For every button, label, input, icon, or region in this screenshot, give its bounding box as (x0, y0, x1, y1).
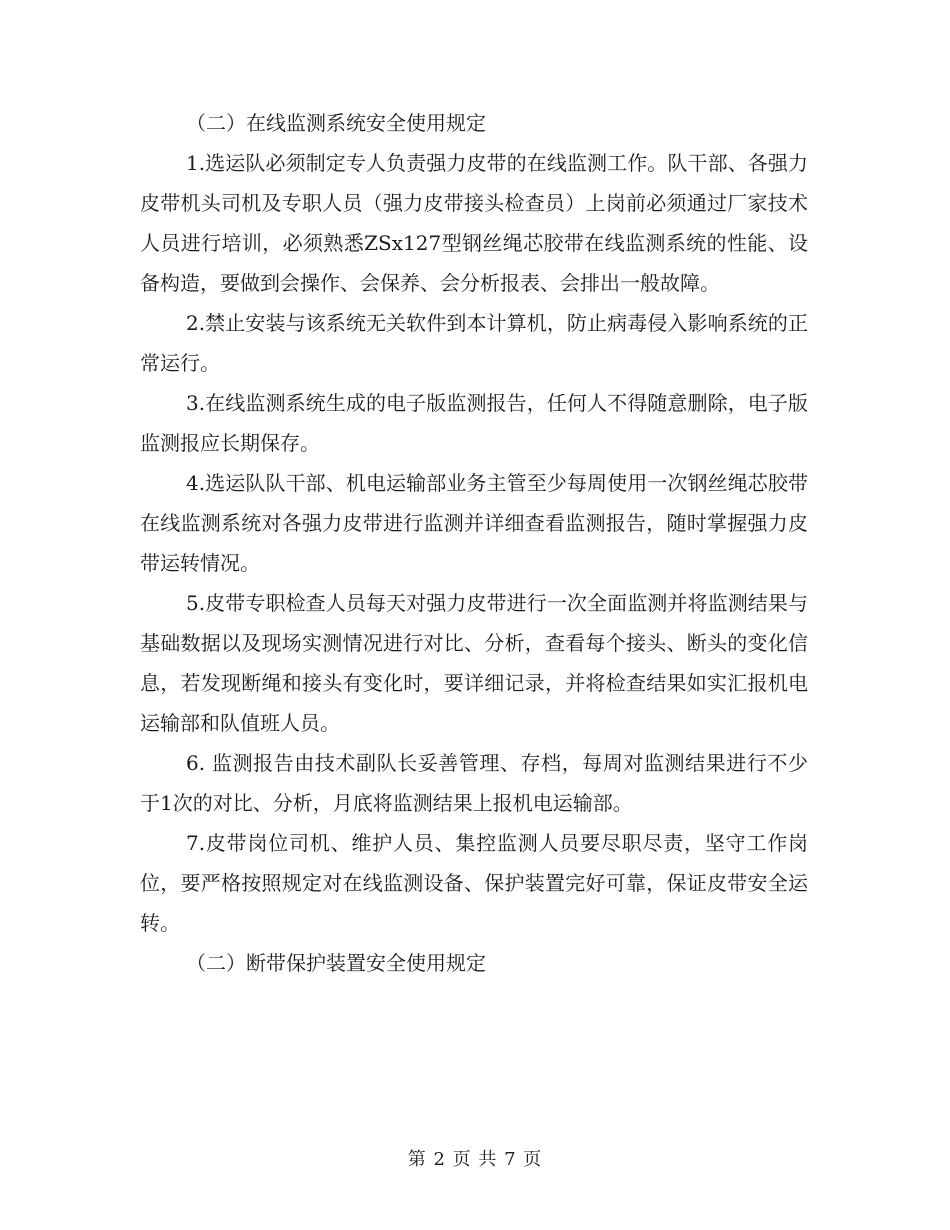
section-heading-belt-break-protection: （二）断带保护装置安全使用规定 (186, 951, 486, 975)
paragraph-3: 3.在线监测系统生成的电子版监测报告，任何人不得随意删除，电子版监测报应长期保存。 (140, 391, 808, 455)
paragraph-2: 2.禁止安装与该系统无关软件到本计算机，防止病毒侵入影响系统的正常运行。 (140, 311, 808, 375)
paragraph-1: 1.选运队必须制定专人负责强力皮带的在线监测工作。队干部、各强力皮带机头司机及专职人员（强力皮带接头检查员）上岗前必须通过厂家技术人员进行培训，必须熟悉ZSx127型钢丝绳芯胶带在线监测系统的性能、设备构造，要做到会操作、会保养、会分析报表、会排出一般故障。 (140, 151, 808, 295)
paragraph-5: 5.皮带专职检查人员每天对强力皮带进行一次全面监测并将监测结果与基础数据以及现场实测情况进行对比、分析，查看每个接头、断头的变化信息，若发现断绳和接头有变化时，要详细记录，并将检查结果如实汇报机电运输部和队值班人员。 (140, 591, 808, 735)
paragraph-4: 4.选运队队干部、机电运输部业务主管至少每周使用一次钢丝绳芯胶带在线监测系统对各强力皮带进行监测并详细查看监测报告，随时掌握强力皮带运转情况。 (140, 471, 808, 575)
page-number-footer: 第 2 页 共 7 页 (407, 1149, 543, 1170)
section-heading-online-monitoring: （二）在线监测系统安全使用规定 (186, 111, 486, 135)
paragraph-6: 6. 监测报告由技术副队长妥善管理、存档，每周对监测结果进行不少于1次的对比、分析，月底将监测结果上报机电运输部。 (140, 751, 808, 815)
paragraph-7: 7.皮带岗位司机、维护人员、集控监测人员要尽职尽责，坚守工作岗位，要严格按照规定对在线监测设备、保护装置完好可靠，保证皮带安全运转。 (140, 831, 808, 935)
document-body (140, 103, 808, 983)
